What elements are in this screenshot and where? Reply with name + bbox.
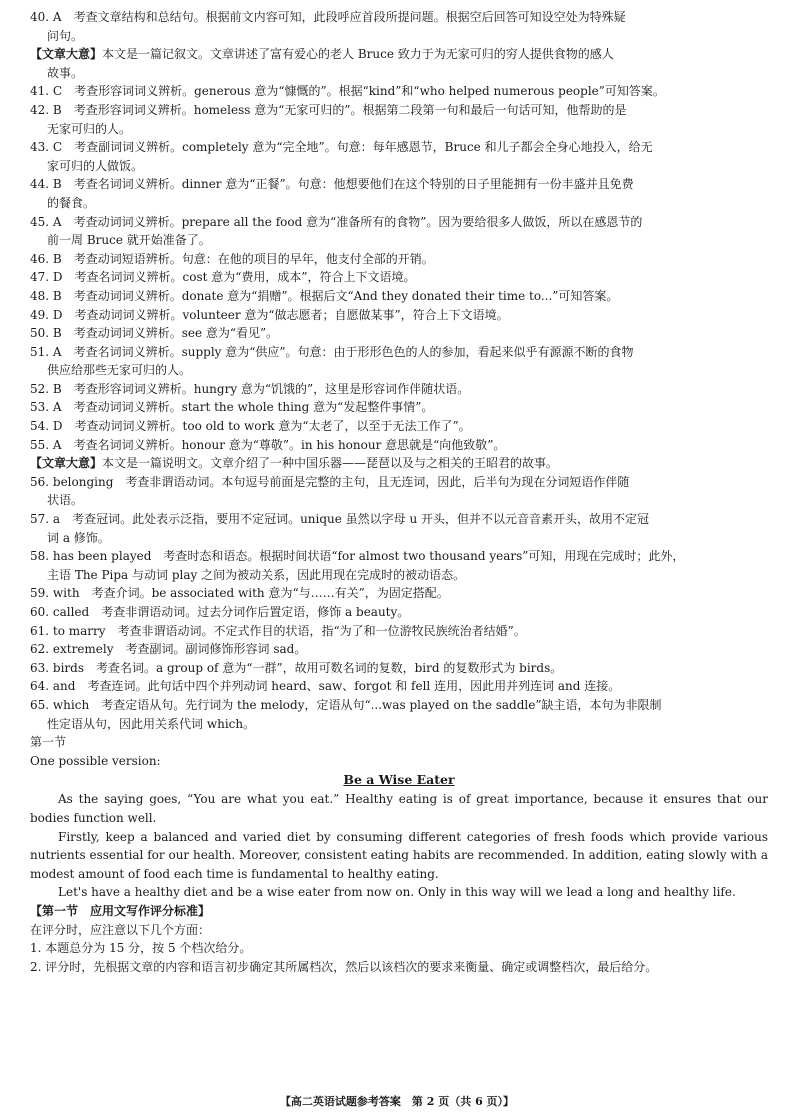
- answer-text: 状语。: [47, 493, 84, 508]
- answer-text: 考查动词词义辨析。donate 意为“捐赠”。根据后文“And they donated their time to...”可知答案。: [73, 288, 619, 303]
- section-label: 第一节: [30, 735, 67, 750]
- answer-line: [30, 138, 768, 157]
- answer-key-page: [30, 8, 768, 976]
- answer-number: 49. D: [30, 307, 63, 322]
- answer-line-continuation: [30, 566, 768, 585]
- answer-text: 故事。: [47, 65, 84, 80]
- answer-text: 词 a 修饰。: [47, 530, 110, 545]
- version-label: One possible version:: [30, 753, 161, 768]
- answer-line: [30, 417, 768, 436]
- answer-number: 64. and: [30, 679, 76, 694]
- answer-line-continuation: [30, 529, 768, 548]
- answer-number: 56. belonging: [30, 474, 114, 489]
- essay-paragraph-2: Firstly, keep a balanced and varied diet by consuming different categories of fresh foods which provide various nutrients essential for our health. Moreover, consistent eating habits are recommended. In addition, eating slowly with a modest amount of food each time is fundamental to healthy eating.: [30, 829, 768, 881]
- answer-number: 54. D: [30, 419, 63, 434]
- rubric-point-1: 1. 本题总分为 15 分，按 5 个档次给分。: [30, 941, 252, 956]
- answer-text: 性定语从句，因此用关系代词 which。: [47, 716, 256, 731]
- answer-line: [30, 8, 768, 27]
- answer-line: [30, 696, 768, 715]
- answer-line: [30, 324, 768, 343]
- answer-text: 考查形容词词义辨析。generous 意为“慷慨的”。根据“kind”和“who helped numerous people”可知答案。: [74, 84, 665, 99]
- answer-text: 考查文章结构和总结句。根据前文内容可知，此段呼应首段所提问题。根据空后回答可知设空处为特殊疑: [73, 10, 626, 24]
- answer-text: 考查非谓语动词。不定式作目的状语，指“为了和一位游牧民族统治者结婚”。: [117, 623, 526, 638]
- answer-text: 考查副词。副词修饰形容词 sad。: [125, 642, 307, 657]
- answer-line: [30, 603, 768, 622]
- answer-line: [30, 584, 768, 603]
- answer-line: [30, 640, 768, 659]
- answer-line: [30, 380, 768, 399]
- answer-number: 46. B: [30, 251, 62, 266]
- answer-list: [30, 8, 768, 733]
- answer-text: 考查形容词词义辨析。hungry 意为“饥饿的”，这里是形容词作伴随状语。: [73, 381, 470, 396]
- answer-line-continuation: [30, 120, 768, 139]
- answer-number: 53. A: [30, 400, 62, 415]
- answer-text: 的餐食。: [47, 195, 96, 210]
- answer-text: 本文是一篇说明文。文章介绍了一种中国乐器——琵琶以及与之相关的王昭君的故事。: [102, 456, 559, 471]
- answer-number: 【文章大意】: [30, 47, 103, 62]
- answer-text: 考查形容词词义辨析。homeless 意为“无家可归的”。根据第二段第一句和最后一句话可知，他帮助的是: [73, 102, 627, 117]
- answer-line: [30, 250, 768, 269]
- answer-text: 考查动词词义辨析。start the whole thing 意为“发起整件事情”。: [73, 400, 434, 415]
- answer-line-continuation: [30, 361, 768, 380]
- answer-number: 47. D: [30, 270, 63, 285]
- answer-line-continuation: [30, 27, 768, 46]
- answer-number: 55. A: [30, 437, 62, 452]
- answer-text: 考查连词。此句话中四个并列动词 heard、saw、forgot 和 fell 连用，因此用并列连词 and 连接。: [87, 679, 621, 694]
- answer-number: 50. B: [30, 326, 62, 341]
- answer-line-continuation: [30, 194, 768, 213]
- answer-text: 考查冠词。此处表示泛指，要用不定冠词。unique 虽然以字母 u 开头，但并不以元音音素开头，故用不定冠: [72, 512, 650, 527]
- answer-number: 44. B: [30, 177, 62, 192]
- rubric-point-2: 2. 评分时，先根据文章的内容和语言初步确定其所属档次，然后以该档次的要求来衡量、确定或调整档次，最后给分。: [30, 959, 658, 974]
- answer-line: [30, 677, 768, 696]
- answer-line: [30, 547, 768, 566]
- answer-line-continuation: [30, 715, 768, 734]
- answer-line: [30, 287, 768, 306]
- answer-text: 考查动词词义辨析。volunteer 意为“做志愿者；自愿做某事”，符合上下文语境。: [74, 307, 509, 322]
- answer-number: 59. with: [30, 586, 80, 601]
- rubric-intro: 在评分时，应注意以下几个方面：: [30, 922, 211, 937]
- answer-line: [30, 213, 768, 232]
- answer-number: 58. has been played: [30, 549, 152, 564]
- answer-line: [30, 101, 768, 120]
- answer-line: [30, 268, 768, 287]
- answer-number: 41. C: [30, 84, 63, 99]
- answer-text: 问句。: [47, 28, 84, 43]
- answer-line: [30, 473, 768, 492]
- answer-text: 前一周 Bruce 就开始准备了。: [47, 233, 211, 248]
- answer-text: 考查名词词义辨析。cost 意为“费用，成本”，符合上下文语境。: [74, 270, 416, 285]
- essay-paragraph-1: As the saying goes, “You are what you eat.” Healthy eating is of great importance, because it ensures that our bodies function well.: [30, 792, 768, 825]
- essay-title: Be a Wise Eater: [343, 772, 455, 788]
- answer-number: 42. B: [30, 102, 62, 117]
- answer-text: 考查介词。be associated with 意为“与……有关”，为固定搭配。: [91, 586, 449, 601]
- answer-line-continuation: [30, 491, 768, 510]
- answer-number: 60. called: [30, 605, 90, 619]
- answer-number: 61. to marry: [30, 623, 106, 638]
- answer-text: 考查名词词义辨析。supply 意为“供应”。句意：由于形形色色的人的参加，看起来似乎有源源不断的食物: [73, 344, 634, 359]
- answer-text: 考查副词词义辨析。completely 意为“完全地”。句意：每年感恩节，Bruce 和儿子都会全身心地投入，给无: [74, 140, 653, 155]
- answer-number: 【文章大意】: [30, 456, 103, 471]
- answer-line: [30, 45, 768, 64]
- answer-line: [30, 622, 768, 641]
- answer-text: 考查动词词义辨析。too old to work 意为“太老了，以至于无法工作了”。: [74, 419, 471, 434]
- answer-number: 48. B: [30, 288, 62, 303]
- answer-line-continuation: [30, 231, 768, 250]
- answer-text: 考查定语从句。先行词为 the melody，定语从句“...was played on the saddle”缺主语，本句为非限制: [101, 697, 662, 712]
- answer-line: [30, 436, 768, 455]
- answer-number: 65. which: [30, 697, 90, 712]
- answer-number: 51. A: [30, 344, 62, 359]
- answer-text: 考查非谓语动词。过去分词作后置定语，修饰 a beauty。: [101, 605, 410, 619]
- answer-text: 考查非谓语动词。本句逗号前面是完整的主句，且无连词，因此，后半句为现在分词短语作伴随: [125, 474, 630, 489]
- answer-text: 无家可归的人。: [47, 121, 132, 136]
- answer-line: [30, 454, 768, 473]
- answer-line: [30, 398, 768, 417]
- answer-number: 40. A: [30, 10, 62, 24]
- rubric-heading: 【第一节 应用文写作评分标准】: [30, 903, 211, 918]
- answer-number: 43. C: [30, 140, 63, 155]
- answer-line: [30, 510, 768, 529]
- answer-line: [30, 343, 768, 362]
- answer-text: 供应给那些无家可归的人。: [47, 363, 192, 378]
- answer-line-continuation: [30, 64, 768, 83]
- essay-paragraph-3: Let's have a healthy diet and be a wise eater from now on. Only in this way will we lead a long and healthy life.: [58, 885, 736, 900]
- answer-line: [30, 175, 768, 194]
- answer-text: 考查名词词义辨析。honour 意为“尊敬”。in his honour 意思就是“向他致敬”。: [73, 437, 506, 452]
- answer-text: 考查时态和语态。根据时间状语“for almost two thousand years”可知，用现在完成时；此外，: [163, 549, 685, 564]
- answer-text: 考查动词词义辨析。see 意为“看见”。: [73, 326, 279, 341]
- answer-text: 考查动词词义辨析。prepare all the food 意为“准备所有的食物”。因为要给很多人做饭，所以在感恩节的: [73, 214, 643, 229]
- answer-text: 考查名词。a group of 意为“一群”，故用可数名词的复数，bird 的复数形式为 birds。: [96, 660, 563, 675]
- answer-text: 考查动词短语辨析。句意：在他的项目的早年，他支付全部的开销。: [73, 251, 434, 266]
- answer-number: 57. a: [30, 512, 61, 527]
- answer-line: [30, 306, 768, 325]
- answer-number: 45. A: [30, 214, 62, 229]
- answer-line: [30, 82, 768, 101]
- answer-number: 52. B: [30, 381, 62, 396]
- answer-line-continuation: [30, 157, 768, 176]
- answer-text: 主语 The Pipa 与动词 play 之间为被动关系，因此用现在完成时的被动语态。: [47, 567, 466, 582]
- page-footer: 【高二英语试题参考答案 第 2 页（共 6 页）】: [279, 1095, 515, 1108]
- answer-number: 63. birds: [30, 660, 84, 675]
- answer-text: 考查名词词义辨析。dinner 意为“正餐”。句意：他想要他们在这个特别的日子里能拥有一份丰盛并且免费: [73, 177, 634, 192]
- answer-number: 62. extremely: [30, 642, 114, 657]
- answer-text: 本文是一篇记叙文。文章讲述了富有爱心的老人 Bruce 致力于为无家可归的穷人提供食物的感人: [102, 47, 614, 62]
- answer-line: [30, 659, 768, 678]
- answer-text: 家可归的人做饭。: [47, 158, 144, 173]
